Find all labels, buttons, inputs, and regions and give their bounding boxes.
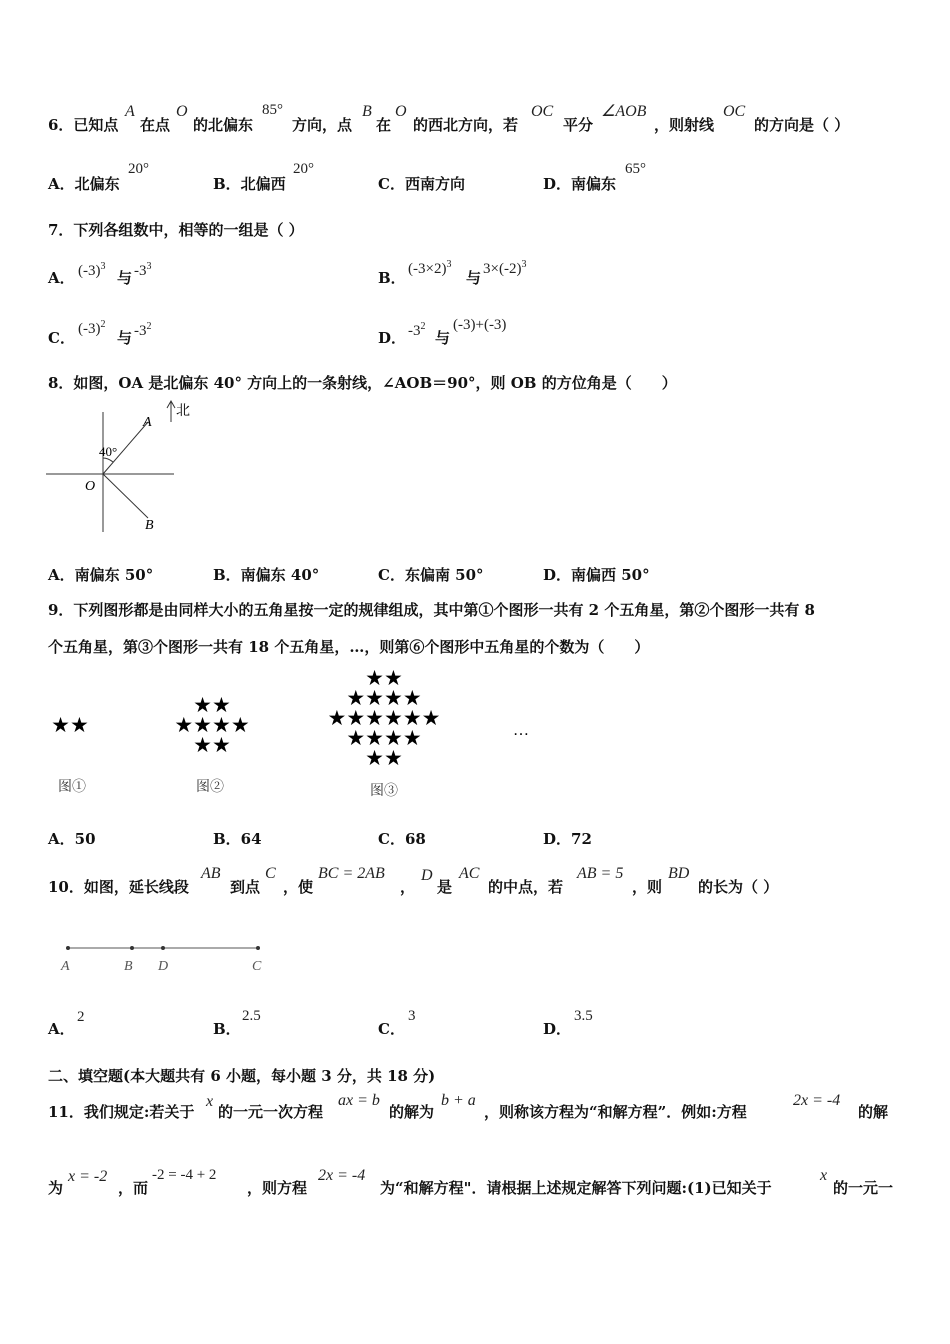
q10-math-d: D [421, 867, 433, 884]
q10-option-d[interactable]: D． [543, 1020, 572, 1038]
q8-label-north: 北 [176, 404, 190, 419]
q11-line2-text-3: ，则方程 [247, 1179, 308, 1197]
q7-d-mid: 与 [435, 329, 451, 347]
q9-fig3-row-3: ★★★★★★ [327, 706, 441, 730]
q6-math-OC2: OC [723, 103, 746, 120]
q8-figure [40, 398, 200, 538]
q8-label-o: O [85, 479, 96, 494]
q9-ellipsis: … [513, 722, 529, 739]
q8-option-d[interactable]: D．南偏西 50° [543, 566, 650, 584]
q11-line1-text-1: 11．我们规定:若关于 [48, 1103, 195, 1121]
q10-text-4: ， [400, 878, 416, 896]
q10-option-a-value: 2 [77, 1009, 85, 1025]
q11-line1-text-2: 的一元一次方程 [218, 1103, 324, 1121]
q7-option-c[interactable]: C． [48, 329, 75, 347]
q10-label-a: A [61, 959, 70, 974]
q10-math-ab: AB [201, 865, 221, 882]
q10-point-b [130, 946, 134, 950]
q6-text-8: ，则射线 [654, 116, 715, 134]
q11-line2-math-sol: x = -2 [68, 1168, 108, 1185]
q10-text-2: 到点 [230, 878, 261, 896]
q6-option-a-math: 20° [128, 161, 149, 177]
q10-point-d [161, 946, 165, 950]
q9-option-a[interactable]: A．50 [48, 830, 96, 848]
q6-text-9: 的方向是（ ） [754, 116, 850, 134]
q10-math-bd: BD [668, 865, 690, 882]
q6-option-a[interactable]: A．北偏东 [48, 175, 120, 193]
q8-label-b: B [145, 518, 154, 533]
q7-option-a[interactable]: A． [48, 269, 75, 287]
q11-line1-math-x: x [206, 1093, 214, 1110]
q7-stem: 7．下列各组数中，相等的一组是（ ） [48, 221, 304, 239]
q6-text-5: 在 [376, 116, 392, 134]
q10-option-b-value: 2.5 [242, 1008, 261, 1024]
q9-fig3-row-1: ★★ [365, 666, 403, 690]
q10-label-c: C [252, 959, 262, 974]
q7-d-right: (-3)+(-3) [453, 317, 507, 333]
q9-figures [40, 665, 560, 805]
q9-fig2-row-2: ★★★★ [174, 713, 250, 737]
q9-fig2-row-1: ★★ [193, 693, 231, 717]
q7-a-expr: $(-3)^3$ [78, 261, 106, 279]
q11-line1-math-eq: ax = b [338, 1092, 380, 1109]
q11-line2-math-ex: 2x = -4 [318, 1167, 366, 1184]
q10-option-d-value: 3.5 [574, 1008, 593, 1024]
q6-math-AOB: ∠AOB [601, 103, 647, 120]
q6-option-c[interactable]: C．西南方向 [378, 175, 465, 193]
q6-math-OC: OC [531, 103, 554, 120]
q11-line1-text-3: 的解为 [389, 1103, 435, 1121]
q8-label-angle: 40° [99, 444, 118, 459]
q7-b-right: $3\times(-2)^3$ [483, 259, 527, 277]
q9-stem-line1: 9．下列图形都是由同样大小的五角星按一定的规律组成，其中第①个图形一共有 2 个五角星，第②个图形一共有 8 [48, 601, 815, 619]
q10-text-6: 的中点，若 [488, 878, 564, 896]
q10-text-5: 是 [437, 878, 453, 896]
q7-option-d[interactable]: D． [378, 329, 407, 347]
q10-text-3: ，使 [283, 878, 314, 896]
q11-line1-math-ba: b + a [441, 1092, 476, 1109]
q7-c-mid: 与 [117, 329, 133, 347]
q6-math-85: 85° [262, 102, 283, 118]
q10-point-a [66, 946, 70, 950]
q10-text-1: 10．如图，延长线段 [48, 878, 189, 896]
q11-line2-text-5: 的一元一 [833, 1179, 894, 1197]
q11-line2-math-x: x [820, 1167, 828, 1184]
q7-a-right: $-3^3$ [134, 261, 152, 279]
q8-option-c[interactable]: C．东偏南 50° [378, 566, 484, 584]
q6-text-1: 6．已知点 [48, 116, 119, 134]
q6-math-A: A [125, 103, 135, 120]
q11-line2-math-calc: -2 = -4 + 2 [152, 1167, 217, 1183]
q6-option-b-math: 20° [293, 161, 314, 177]
q9-fig3-label: 图③ [370, 784, 398, 799]
q9-fig1-label: 图① [58, 780, 86, 795]
q7-b-mid: 与 [466, 269, 482, 287]
q10-math-eq: BC = 2AB [318, 865, 385, 882]
q9-fig3-row-4: ★★★★ [346, 726, 422, 750]
q7-a-mid: 与 [117, 269, 133, 287]
q9-fig2-label: 图② [196, 780, 224, 795]
q8-option-a[interactable]: A．南偏东 50° [48, 566, 154, 584]
q9-fig1-row-1: ★★ [51, 713, 89, 737]
q10-option-b[interactable]: B． [213, 1020, 241, 1038]
q6-math-O2: O [395, 103, 407, 120]
q10-option-c[interactable]: C． [378, 1020, 405, 1038]
q11-line1-math-ex: 2x = -4 [793, 1092, 841, 1109]
q10-label-d: D [158, 959, 169, 974]
q6-text-7: 平分 [563, 116, 594, 134]
q6-math-O: O [176, 103, 188, 120]
q10-math-c: C [265, 865, 276, 882]
q10-math-ac: AC [459, 865, 480, 882]
q9-fig3-row-5: ★★ [365, 746, 403, 770]
q11-line2-text-1: 为 [48, 1179, 64, 1197]
q6-option-b[interactable]: B．北偏西 [213, 175, 286, 193]
q9-fig2-row-3: ★★ [193, 733, 231, 757]
q7-c-right: $-3^2$ [134, 321, 152, 339]
section-2-title: 二、填空题(本大题共有 6 小题，每小题 3 分，共 18 分) [48, 1067, 436, 1085]
q8-ray-ob [103, 474, 148, 518]
q10-label-b: B [124, 959, 133, 974]
q10-point-c [256, 946, 260, 950]
q8-option-b[interactable]: B．南偏东 40° [213, 566, 320, 584]
q10-option-c-value: 3 [408, 1008, 416, 1024]
q6-math-B: B [362, 103, 372, 120]
q9-option-b[interactable]: B．64 [213, 830, 262, 848]
q7-c-expr: $(-3)^2$ [78, 319, 106, 337]
q9-option-c[interactable]: C．68 [378, 830, 426, 848]
q11-line1-text-4: ，则称该方程为“和解方程”．例如:方程 [484, 1103, 747, 1121]
q6-option-d-math: 65° [625, 161, 646, 177]
q7-d-expr: $-3^2$ [408, 321, 426, 339]
q8-stem: 8．如图，OA 是北偏东 40° 方向上的一条射线，∠AOB＝90°，则 OB 的方位角是（ ） [48, 374, 677, 392]
q7-option-b[interactable]: B． [378, 269, 406, 287]
q6-option-d[interactable]: D．南偏东 [543, 175, 617, 193]
q9-stem-line2: 个五角星，第③个图形一共有 18 个五角星，…，则第⑥个图形中五角星的个数为（ ） [48, 638, 650, 656]
q8-label-a: A [143, 415, 152, 430]
q9-fig3-row-2: ★★★★ [346, 686, 422, 710]
q10-option-a[interactable]: A． [48, 1020, 75, 1038]
q6-text-3: 的北偏东 [193, 116, 254, 134]
q10-text-7: ，则 [632, 878, 663, 896]
q6-text-4: 方向，点 [292, 116, 353, 134]
q6-text-2: 在点 [140, 116, 171, 134]
q7-b-expr: $(-3\times 2)^3$ [408, 259, 452, 277]
q10-math-ab5: AB = 5 [577, 865, 624, 882]
q6-text-6: 的西北方向，若 [413, 116, 519, 134]
q9-option-d[interactable]: D．72 [543, 830, 592, 848]
q10-figure [55, 938, 275, 978]
q11-line2-text-4: 为“和解方程"．请根据上述规定解答下列问题:(1)已知关于 [380, 1179, 772, 1197]
q11-line2-text-2: ，而 [118, 1179, 149, 1197]
q10-text-8: 的长为（ ） [698, 878, 779, 896]
q11-line1-text-5: 的解 [858, 1103, 889, 1121]
